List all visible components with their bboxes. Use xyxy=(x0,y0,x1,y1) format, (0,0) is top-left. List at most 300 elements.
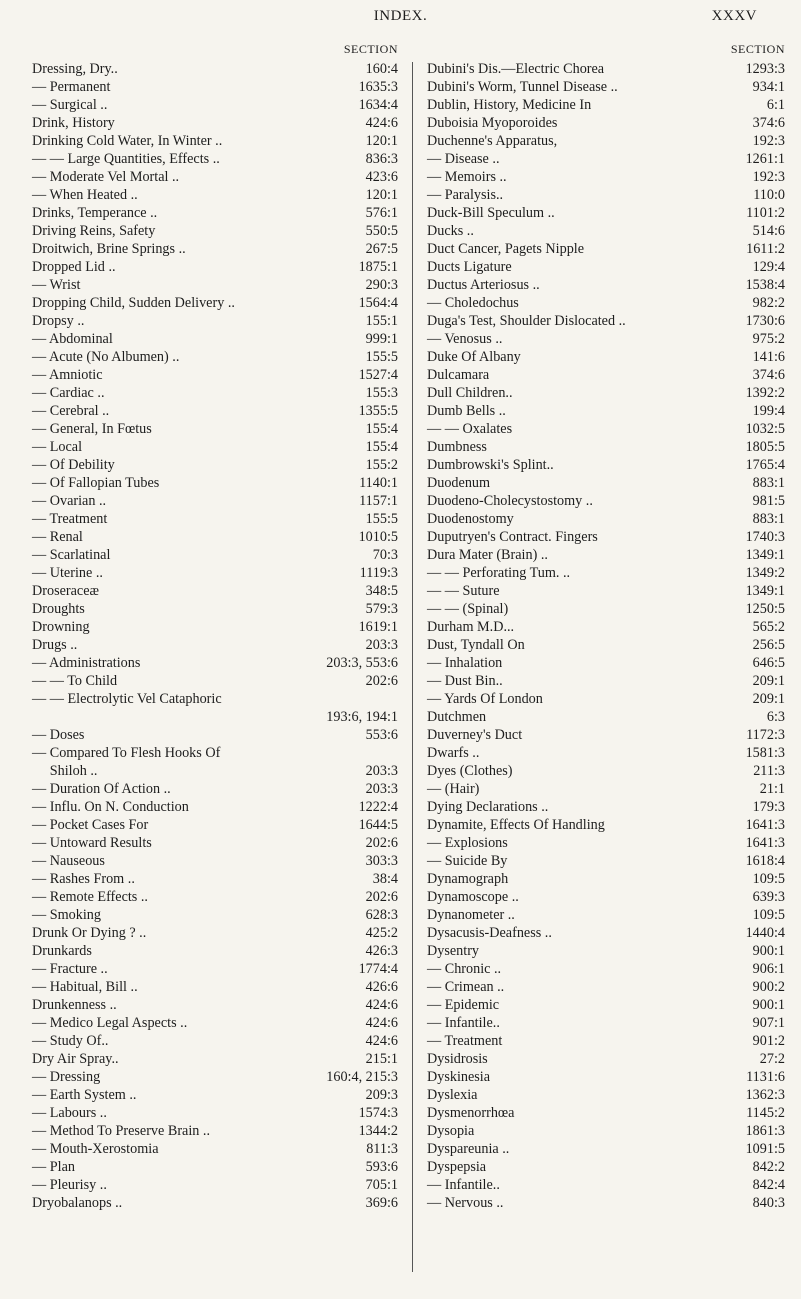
entry-term: — Cerebral .. xyxy=(32,403,110,419)
entry-section: 109:5 xyxy=(752,871,785,887)
entry-section: 160:4 xyxy=(365,61,398,77)
entry-term: — Of Debility xyxy=(32,457,115,473)
entry-term: — Abdominal xyxy=(32,331,113,347)
entry-term: Duchenne's Apparatus, xyxy=(427,133,558,149)
entry-section: 576:1 xyxy=(365,205,398,221)
index-entry xyxy=(427,1032,785,1050)
index-entry xyxy=(32,258,398,276)
index-entry xyxy=(32,1104,398,1122)
index-entry xyxy=(427,402,785,420)
index-entry xyxy=(32,888,398,906)
entry-term: Dura Mater (Brain) .. xyxy=(427,547,548,563)
entry-section: 639:3 xyxy=(752,889,785,905)
entry-term: Dropped Lid .. xyxy=(32,259,116,275)
index-entry xyxy=(32,168,398,186)
entry-section: 160:4, 215:3 xyxy=(326,1069,398,1085)
index-entry xyxy=(32,1068,398,1086)
entry-section: 155:5 xyxy=(365,349,398,365)
index-entry xyxy=(427,978,785,996)
entry-section: 203:3 xyxy=(365,637,398,653)
index-entry xyxy=(427,258,785,276)
index-entry xyxy=(427,420,785,438)
index-entry xyxy=(427,1158,785,1176)
entry-section: 1611:2 xyxy=(746,241,785,257)
entry-term: Shiloh .. xyxy=(32,763,98,779)
right-column xyxy=(427,42,785,1212)
index-entry xyxy=(32,276,398,294)
entry-section: 900:1 xyxy=(752,997,785,1013)
entry-section: 900:1 xyxy=(752,943,785,959)
entry-section: 202:6 xyxy=(365,889,398,905)
entry-section: 426:3 xyxy=(365,943,398,959)
index-entry xyxy=(32,996,398,1014)
entry-term: — When Heated .. xyxy=(32,187,138,203)
entry-section: 901:2 xyxy=(752,1033,785,1049)
index-entry xyxy=(32,240,398,258)
index-entry xyxy=(427,150,785,168)
entry-section: 425:2 xyxy=(365,925,398,941)
entry-term: — Duration Of Action .. xyxy=(32,781,171,797)
entry-term: — Of Fallopian Tubes xyxy=(32,475,160,491)
index-entry xyxy=(427,1140,785,1158)
entry-term: Dwarfs .. xyxy=(427,745,480,761)
index-entry xyxy=(32,204,398,222)
entry-section: 1250:5 xyxy=(745,601,785,617)
entry-section: 842:2 xyxy=(752,1159,785,1175)
index-entry xyxy=(427,726,785,744)
index-entry xyxy=(32,1032,398,1050)
index-entry xyxy=(32,870,398,888)
index-entry xyxy=(32,924,398,942)
index-entry xyxy=(32,330,398,348)
page-number: XXXV xyxy=(711,8,757,24)
entry-section: 374:6 xyxy=(752,367,785,383)
index-entry xyxy=(32,816,398,834)
index-entry xyxy=(427,204,785,222)
entry-section: 1349:1 xyxy=(745,547,785,563)
entry-term: Dyes (Clothes) xyxy=(427,763,513,779)
entry-term: Duodenostomy xyxy=(427,511,514,527)
entry-section: 565:2 xyxy=(752,619,785,635)
index-entry xyxy=(427,1104,785,1122)
entry-term: Dysentry xyxy=(427,943,480,959)
entry-section: 27:2 xyxy=(759,1051,785,1067)
entry-term: Dropping Child, Sudden Delivery .. xyxy=(32,295,235,311)
index-entry xyxy=(32,1158,398,1176)
index-entry xyxy=(427,114,785,132)
index-entry xyxy=(427,636,785,654)
entry-section: 550:5 xyxy=(365,223,398,239)
index-entry xyxy=(427,546,785,564)
index-entry xyxy=(32,654,398,672)
index-entry xyxy=(427,330,785,348)
entry-section: 120:1 xyxy=(365,187,398,203)
entry-section: 215:1 xyxy=(365,1051,398,1067)
entry-section: 1032:5 xyxy=(745,421,785,437)
index-entry xyxy=(32,132,398,150)
entry-term: — Remote Effects .. xyxy=(32,889,148,905)
index-entry xyxy=(427,366,785,384)
index-entry xyxy=(32,420,398,438)
entry-term: — Treatment xyxy=(32,511,108,527)
entry-term: Dull Children.. xyxy=(427,385,513,401)
entry-term: Dutchmen xyxy=(427,709,487,725)
entry-section: 1440:4 xyxy=(745,925,785,941)
entry-section: 1641:3 xyxy=(745,817,785,833)
index-entry xyxy=(427,1176,785,1194)
entry-section: 192:3 xyxy=(752,133,785,149)
index-entry xyxy=(32,960,398,978)
index-entry xyxy=(427,744,785,762)
index-entry xyxy=(427,132,785,150)
entry-term: Dubini's Worm, Tunnel Disease .. xyxy=(427,79,618,95)
entry-term: — Memoirs .. xyxy=(427,169,507,185)
entry-term: — Mouth-Xerostomia xyxy=(32,1141,159,1157)
entry-section: 1293:3 xyxy=(745,61,785,77)
entry-section: 424:6 xyxy=(365,1015,398,1031)
entry-section: 6:3 xyxy=(766,709,785,725)
entry-section: 1172:3 xyxy=(746,727,785,743)
entry-section: 579:3 xyxy=(365,601,398,617)
index-entry xyxy=(427,1194,785,1212)
entry-section: 1574:3 xyxy=(358,1105,398,1121)
entry-section: 1010:5 xyxy=(358,529,398,545)
entry-term: — Surgical .. xyxy=(32,97,108,113)
entry-term: Dynamoscope .. xyxy=(427,889,519,905)
entry-section: 1140:1 xyxy=(359,475,398,491)
index-entry xyxy=(32,906,398,924)
index-entry xyxy=(427,222,785,240)
entry-section: 593:6 xyxy=(365,1159,398,1175)
index-entry xyxy=(427,762,785,780)
entry-term: — — Oxalates xyxy=(427,421,513,437)
entry-section: 202:6 xyxy=(365,673,398,689)
index-entry xyxy=(427,798,785,816)
page-title: INDEX. xyxy=(373,8,428,24)
entry-term: — Earth System .. xyxy=(32,1087,137,1103)
index-entry xyxy=(427,1050,785,1068)
entry-term: Dysidrosis xyxy=(427,1051,488,1067)
entry-term: Dying Declarations .. xyxy=(427,799,549,815)
entry-section: 1619:1 xyxy=(358,619,398,635)
entry-section: 1861:3 xyxy=(745,1123,785,1139)
entry-section: 110:0 xyxy=(753,187,785,203)
entry-section: 514:6 xyxy=(752,223,785,239)
entry-term: — Local xyxy=(32,439,83,455)
entry-section: 203:3 xyxy=(365,781,398,797)
column-divider xyxy=(412,62,413,1272)
entry-term: — Inhalation xyxy=(427,655,503,671)
entry-section: 70:3 xyxy=(372,547,398,563)
entry-term: — Labours .. xyxy=(32,1105,107,1121)
entry-term: — Dressing xyxy=(32,1069,101,1085)
entry-term: — Yards Of London xyxy=(427,691,543,707)
entry-section: 424:6 xyxy=(365,1033,398,1049)
index-entry xyxy=(427,186,785,204)
entry-section: 1131:6 xyxy=(746,1069,785,1085)
entry-term: Duboisia Myoporoides xyxy=(427,115,558,131)
entry-section: 840:3 xyxy=(752,1195,785,1211)
entry-section: 199:4 xyxy=(752,403,785,419)
entry-term: — Paralysis.. xyxy=(427,187,504,203)
entry-term: — Cardiac .. xyxy=(32,385,105,401)
entry-section: 109:5 xyxy=(752,907,785,923)
index-entry xyxy=(32,528,398,546)
entry-section: 120:1 xyxy=(365,133,398,149)
entry-section: 900:2 xyxy=(752,979,785,995)
entry-term: Dyspepsia xyxy=(427,1159,487,1175)
entry-section: 999:1 xyxy=(365,331,398,347)
entry-section: 1362:3 xyxy=(745,1087,785,1103)
index-entry xyxy=(427,654,785,672)
entry-term: — Smoking xyxy=(32,907,101,923)
entry-term: — Pocket Cases For xyxy=(32,817,149,833)
index-entry xyxy=(32,780,398,798)
index-entry xyxy=(32,1176,398,1194)
index-entry xyxy=(32,1014,398,1032)
index-entry xyxy=(32,438,398,456)
entry-section: 38:4 xyxy=(372,871,398,887)
entry-term: — General, In Fœtus xyxy=(32,421,152,437)
index-entry xyxy=(427,492,785,510)
entry-term: — Infantile.. xyxy=(427,1177,500,1193)
page-header xyxy=(0,6,801,30)
entry-term: Dynanometer .. xyxy=(427,907,515,923)
index-entry xyxy=(427,600,785,618)
index-entry xyxy=(427,816,785,834)
entry-term: Dryobalanops .. xyxy=(32,1195,123,1211)
index-entry xyxy=(32,60,398,78)
index-entry xyxy=(32,600,398,618)
index-entry xyxy=(427,708,785,726)
index-entry xyxy=(32,402,398,420)
entry-section: 303:3 xyxy=(365,853,398,869)
index-entry xyxy=(32,150,398,168)
index-entry xyxy=(427,528,785,546)
entry-section: 975:2 xyxy=(752,331,785,347)
entry-term: Dropsy .. xyxy=(32,313,85,329)
entry-section: 155:4 xyxy=(365,421,398,437)
entry-section: 424:6 xyxy=(365,997,398,1013)
entry-term: — Untoward Results xyxy=(32,835,152,851)
entry-section: 628:3 xyxy=(365,907,398,923)
index-entry xyxy=(32,366,398,384)
index-entry xyxy=(32,114,398,132)
entry-section: 1740:3 xyxy=(745,529,785,545)
index-entry xyxy=(32,546,398,564)
index-entry xyxy=(427,78,785,96)
entry-term: — Scarlatinal xyxy=(32,547,111,563)
entry-term: Drunkenness .. xyxy=(32,997,117,1013)
index-entry xyxy=(32,744,398,762)
entry-term: Dysacusis-Deafness .. xyxy=(427,925,552,941)
entry-section: 21:1 xyxy=(759,781,785,797)
entry-term: — Wrist xyxy=(32,277,81,293)
entry-section: 290:3 xyxy=(365,277,398,293)
index-entry xyxy=(427,240,785,258)
entry-term: Ducts Ligature xyxy=(427,259,512,275)
entry-term: Drunk Or Dying ? .. xyxy=(32,925,147,941)
entry-term: — Study Of.. xyxy=(32,1033,109,1049)
left-column xyxy=(32,42,398,1212)
index-entry xyxy=(32,78,398,96)
entry-section: 209:3 xyxy=(365,1087,398,1103)
entry-section: 374:6 xyxy=(752,115,785,131)
entry-term: — (Hair) xyxy=(427,781,480,797)
entry-term: — — (Spinal) xyxy=(427,601,509,617)
index-entry xyxy=(32,636,398,654)
index-entry xyxy=(427,1086,785,1104)
index-entry xyxy=(427,564,785,582)
index-entry xyxy=(32,618,398,636)
entry-section: 1261:1 xyxy=(745,151,785,167)
entry-section: 155:2 xyxy=(365,457,398,473)
index-entry xyxy=(32,312,398,330)
entry-section: 1765:4 xyxy=(745,457,785,473)
index-entry xyxy=(427,348,785,366)
entry-section: 129:4 xyxy=(752,259,785,275)
index-entry xyxy=(427,924,785,942)
index-entry xyxy=(427,384,785,402)
index-entry xyxy=(32,564,398,582)
entry-section: 646:5 xyxy=(752,655,785,671)
entry-section: 934:1 xyxy=(752,79,785,95)
entry-term: Driving Reins, Safety xyxy=(32,223,156,239)
index-entry xyxy=(427,276,785,294)
entry-term: — Plan xyxy=(32,1159,75,1175)
entry-term: — Renal xyxy=(32,529,83,545)
entry-term: — Acute (No Albumen) .. xyxy=(32,349,180,365)
entry-term: — — Electrolytic Vel Cataphoric xyxy=(32,691,222,707)
entry-section: 1774:4 xyxy=(358,961,398,977)
entry-term: Duke Of Albany xyxy=(427,349,521,365)
index-entry xyxy=(32,672,398,690)
index-entry xyxy=(427,294,785,312)
entry-section: 203:3 xyxy=(365,763,398,779)
entry-term: Dumbrowski's Splint.. xyxy=(427,457,554,473)
entry-section: 202:6 xyxy=(365,835,398,851)
entry-term: Dynamite, Effects Of Handling xyxy=(427,817,605,833)
entry-term: — Chronic .. xyxy=(427,961,502,977)
entry-section: 1091:5 xyxy=(745,1141,785,1157)
index-entry xyxy=(427,456,785,474)
entry-term: — Dust Bin.. xyxy=(427,673,503,689)
entry-section: 193:6, 194:1 xyxy=(326,709,398,725)
index-entry xyxy=(32,1086,398,1104)
entry-term: — Explosions xyxy=(427,835,508,851)
entry-section: 1635:3 xyxy=(358,79,398,95)
entry-term: — Fracture .. xyxy=(32,961,108,977)
entry-term: Drowning xyxy=(32,619,90,635)
index-entry xyxy=(427,1068,785,1086)
entry-term: — Pleurisy .. xyxy=(32,1177,107,1193)
entry-term: — Infantile.. xyxy=(427,1015,500,1031)
entry-term: Dry Air Spray.. xyxy=(32,1051,119,1067)
entry-term: — — To Child xyxy=(32,673,118,689)
entry-term: — Rashes From .. xyxy=(32,871,135,887)
entry-term: Drinks, Temperance .. xyxy=(32,205,158,221)
entry-term: — Permanent xyxy=(32,79,111,95)
index-entry xyxy=(32,510,398,528)
index-entry xyxy=(427,942,785,960)
index-entry xyxy=(427,672,785,690)
index-entry xyxy=(32,1050,398,1068)
entry-section: 155:3 xyxy=(365,385,398,401)
index-entry xyxy=(32,798,398,816)
entry-term: Duodeno-Cholecystostomy .. xyxy=(427,493,593,509)
entry-section: 155:4 xyxy=(365,439,398,455)
entry-term: — Nauseous xyxy=(32,853,105,869)
entry-section: 369:6 xyxy=(365,1195,398,1211)
entry-term: Dyspareunia .. xyxy=(427,1141,510,1157)
entry-section: 192:3 xyxy=(752,169,785,185)
entry-section: 155:1 xyxy=(365,313,398,329)
entry-term: Dysmenorrhœa xyxy=(427,1105,515,1121)
entry-section: 982:2 xyxy=(752,295,785,311)
index-entry xyxy=(32,1140,398,1158)
entry-term: — — Perforating Tum. .. xyxy=(427,565,571,581)
entry-term: Dysopia xyxy=(427,1123,475,1139)
entry-section: 981:5 xyxy=(752,493,785,509)
entry-section: 424:6 xyxy=(365,115,398,131)
entry-section: 1222:4 xyxy=(358,799,398,815)
entry-section: 811:3 xyxy=(366,1141,398,1157)
entry-section: 883:1 xyxy=(752,511,785,527)
entry-section: 883:1 xyxy=(752,475,785,491)
entry-term: Duverney's Duct xyxy=(427,727,523,743)
entry-term: — Venosus .. xyxy=(427,331,503,347)
entry-section: 1527:4 xyxy=(358,367,398,383)
entry-term: Dust, Tyndall On xyxy=(427,637,525,653)
entry-section: 1805:5 xyxy=(745,439,785,455)
section-column-label: SECTION xyxy=(730,42,785,56)
entry-term: Dumb Bells .. xyxy=(427,403,506,419)
entry-term: Ducks .. xyxy=(427,223,474,239)
entry-section: 1145:2 xyxy=(746,1105,785,1121)
entry-term: — Amniotic xyxy=(32,367,103,383)
entry-section: 553:6 xyxy=(365,727,398,743)
entry-section: 836:3 xyxy=(365,151,398,167)
index-entry xyxy=(32,852,398,870)
entry-term: — — Suture xyxy=(427,583,500,599)
entry-section: 1581:3 xyxy=(745,745,785,761)
entry-term: Dubini's Dis.—Electric Chorea xyxy=(427,61,605,77)
entry-term: Duga's Test, Shoulder Dislocated .. xyxy=(427,313,626,329)
index-entry xyxy=(32,726,398,744)
index-entry xyxy=(32,492,398,510)
section-column-label: SECTION xyxy=(343,42,398,56)
entry-term: — Habitual, Bill .. xyxy=(32,979,138,995)
entry-term: Droughts xyxy=(32,601,85,617)
index-entry xyxy=(427,1122,785,1140)
entry-term: Drugs .. xyxy=(32,637,78,653)
entry-term: — — Large Quantities, Effects .. xyxy=(32,151,220,167)
entry-term: — Doses xyxy=(32,727,85,743)
index-entry xyxy=(32,96,398,114)
index-entry xyxy=(427,96,785,114)
entry-section: 1538:4 xyxy=(745,277,785,293)
entry-section: 179:3 xyxy=(752,799,785,815)
index-entry xyxy=(427,438,785,456)
entry-section: 1875:1 xyxy=(358,259,398,275)
entry-term: — Uterine .. xyxy=(32,565,103,581)
entry-section: 348:5 xyxy=(365,583,398,599)
entry-term: Duodenum xyxy=(427,475,491,491)
entry-term: — Medico Legal Aspects .. xyxy=(32,1015,188,1031)
entry-term: — Administrations xyxy=(32,655,141,671)
entry-term: Dyskinesia xyxy=(427,1069,491,1085)
entry-section: 1101:2 xyxy=(746,205,785,221)
